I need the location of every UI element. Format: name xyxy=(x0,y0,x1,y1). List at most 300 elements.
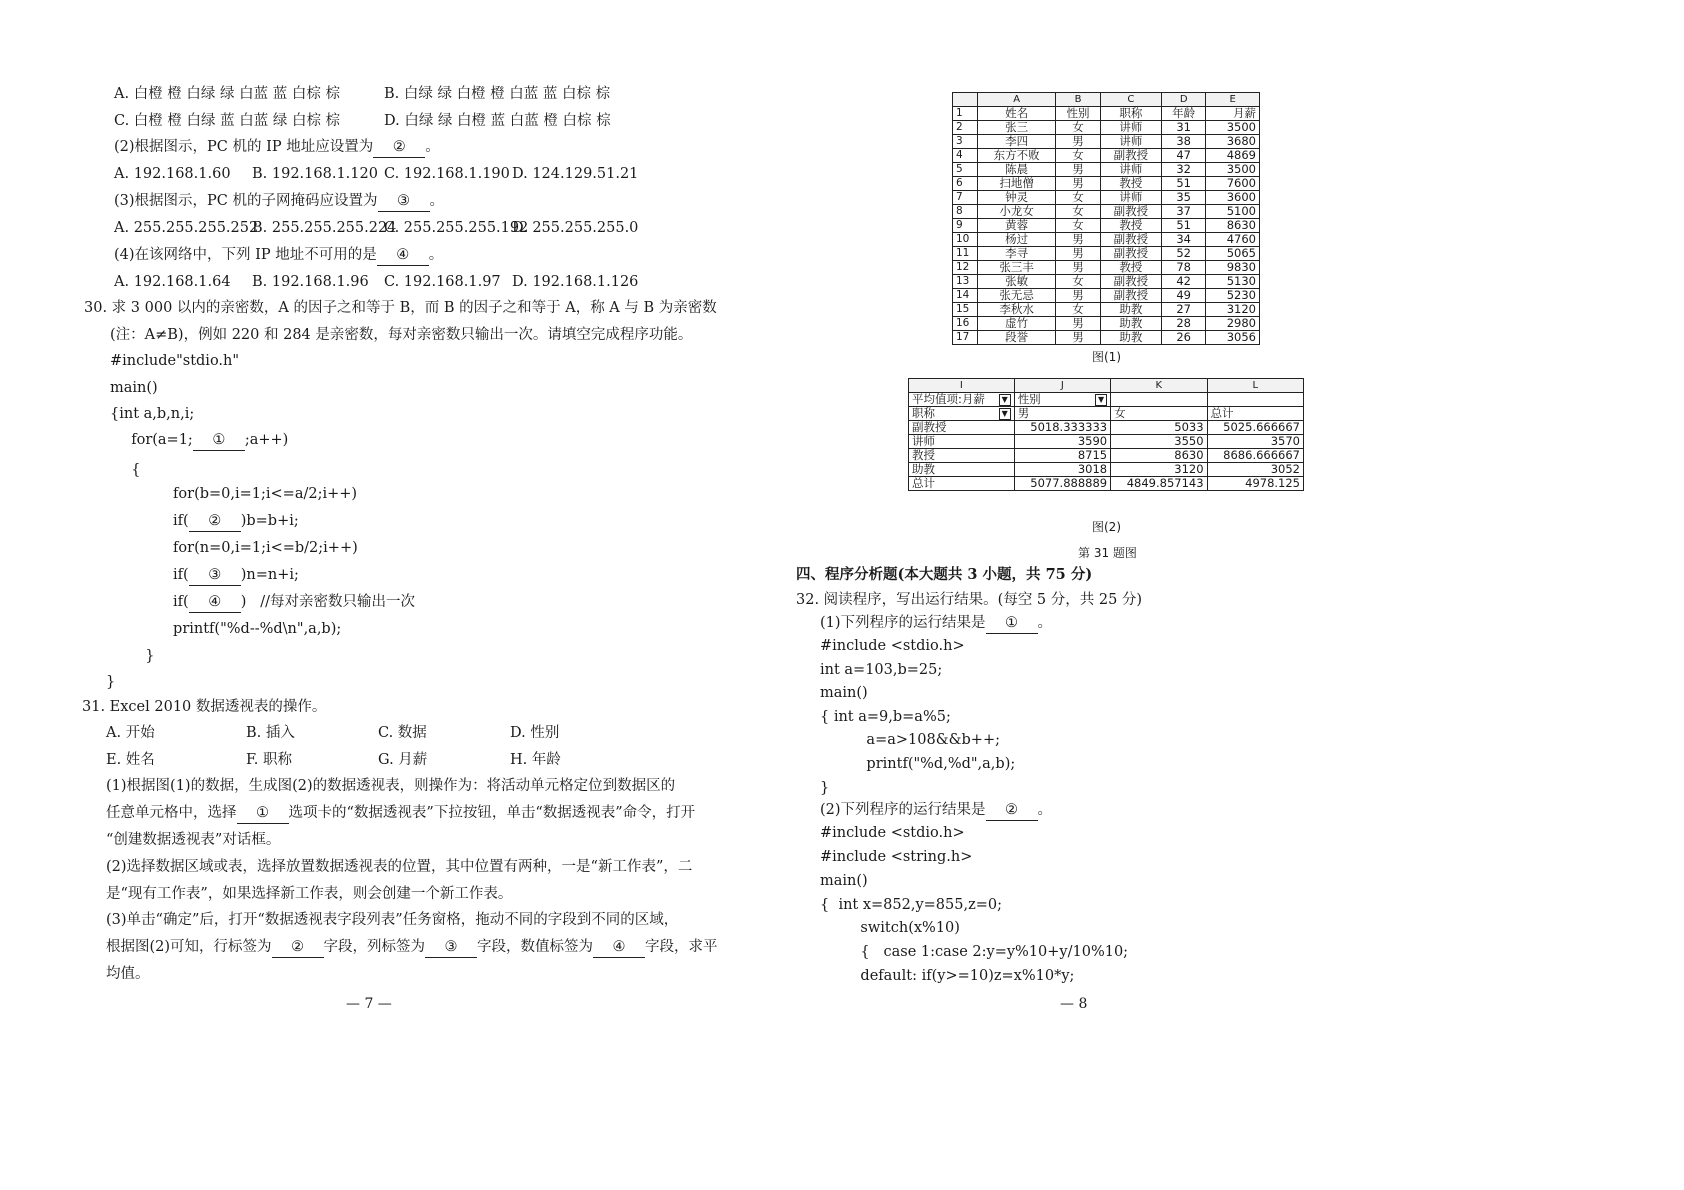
q31-p1-line2 xyxy=(106,803,695,824)
column-header-row xyxy=(953,93,1260,107)
table-cell: 5100 xyxy=(1206,205,1260,219)
q31-choice-a: A. 开始 xyxy=(106,725,155,741)
table-cell-text: 职称 xyxy=(912,406,935,420)
q29-option-d: D. 白绿 绿 白橙 蓝 白蓝 橙 白棕 棕 xyxy=(384,113,611,129)
code-line xyxy=(106,672,115,692)
table-cell: 31 xyxy=(1162,121,1206,135)
q29-option-b: B. 白绿 绿 白橙 橙 白蓝 蓝 白棕 棕 xyxy=(384,86,611,102)
q32-2-question xyxy=(820,800,1052,821)
table-cell xyxy=(909,407,1015,421)
q29-4-opt-c: C. 192.168.1.97 xyxy=(384,274,501,290)
table-row xyxy=(909,449,1304,463)
q31-p3-text-4: 字段，求平 xyxy=(645,939,718,955)
table-cell: 年龄 xyxy=(1162,107,1206,121)
table-cell-text: 男 xyxy=(1017,406,1030,420)
table-cell: 女 xyxy=(1056,219,1100,233)
table-cell xyxy=(1111,449,1207,463)
table-row xyxy=(953,107,1260,121)
page-number: — 8 xyxy=(1060,996,1088,1012)
table-cell-text: 女 xyxy=(1114,406,1126,420)
q29-2-opt-b: B. 192.168.1.120 xyxy=(252,166,378,182)
pivot-table xyxy=(908,378,1304,491)
table-cell: 杨过 xyxy=(978,233,1056,247)
row-number: 17 xyxy=(953,331,978,345)
code-text: main() xyxy=(110,380,158,396)
table-cell: 教授 xyxy=(1100,261,1161,275)
table-cell: 副教授 xyxy=(1100,275,1161,289)
table-row xyxy=(909,463,1304,477)
table-cell: 37 xyxy=(1162,205,1206,219)
code-text: #include"stdio.h" xyxy=(110,353,240,369)
answer-blank[interactable]: ③ xyxy=(425,937,477,958)
table-cell: 男 xyxy=(1056,261,1100,275)
table-cell: 李寻 xyxy=(978,247,1056,261)
table-cell-text: 3570 xyxy=(1270,434,1300,448)
table-cell: 2980 xyxy=(1206,317,1260,331)
table-cell xyxy=(1111,435,1207,449)
page-number: — 7 — xyxy=(346,996,392,1012)
table-cell: 张三 xyxy=(978,121,1056,135)
table-cell xyxy=(1111,407,1207,421)
table-cell: 李四 xyxy=(978,135,1056,149)
answer-blank[interactable]: ① xyxy=(986,613,1038,634)
table-cell: 小龙女 xyxy=(978,205,1056,219)
q31-p1-line1: (1)根据图(1)的数据，生成图(2)的数据透视表，则操作为：将活动单元格定位到数据区的 xyxy=(106,778,676,794)
table-cell: 讲师 xyxy=(1100,163,1161,177)
code-line: { case 1:case 2:y=y%10+y/10%10; xyxy=(842,944,1129,960)
table-cell: 教授 xyxy=(1100,219,1161,233)
code-text: for(n=0,i=1;i<=b/2;i++) xyxy=(150,540,358,556)
q31-p1-text: 任意单元格中，选择 xyxy=(106,805,237,821)
table-row xyxy=(953,331,1260,345)
q29-4-opt-d: D. 192.168.1.126 xyxy=(512,274,639,290)
table-cell-text: 总计 xyxy=(912,476,935,490)
table-row xyxy=(953,149,1260,163)
q31-p1-line3: “创建数据透视表”对话框。 xyxy=(106,832,281,848)
q29-4-opt-b: B. 192.168.1.96 xyxy=(252,274,369,290)
table-cell: 张无忌 xyxy=(978,289,1056,303)
table-cell-text: 8630 xyxy=(1174,448,1204,462)
q29-2-opt-c: C. 192.168.1.190 xyxy=(384,166,510,182)
table-row xyxy=(953,261,1260,275)
row-number: 2 xyxy=(953,121,978,135)
row-number: 3 xyxy=(953,135,978,149)
table-cell: 副教授 xyxy=(1100,205,1161,219)
filter-dropdown-icon[interactable]: ▼ xyxy=(999,394,1011,406)
code-line xyxy=(150,484,357,504)
code-line: printf("%d,%d",a,b); xyxy=(848,756,1016,772)
q31-choice-e: E. 姓名 xyxy=(106,752,155,768)
q31-title: 31. Excel 2010 数据透视表的操作。 xyxy=(82,699,327,715)
column-header-row xyxy=(909,379,1304,393)
code-line xyxy=(122,430,288,451)
table-cell: 性别 xyxy=(1056,107,1100,121)
pivot-header-row xyxy=(909,393,1304,407)
table-cell xyxy=(1014,393,1110,407)
table-cell: 7600 xyxy=(1206,177,1260,191)
code-text: printf("%d--%d\n",a,b); xyxy=(150,621,342,637)
q31-p1-text-2: 选项卡的“数据透视表”下拉按钮，单击“数据透视表”命令，打开 xyxy=(288,805,696,821)
table-cell: 4760 xyxy=(1206,233,1260,247)
code-line xyxy=(150,565,299,586)
code-text: ;a++) xyxy=(244,432,289,448)
table-row xyxy=(953,121,1260,135)
answer-blank[interactable]: ③ xyxy=(189,565,241,586)
table-cell-text: 8686.666667 xyxy=(1223,448,1300,462)
table-cell xyxy=(909,393,1015,407)
table-cell: 讲师 xyxy=(1100,135,1161,149)
q29-3-question xyxy=(114,191,444,212)
row-number: 8 xyxy=(953,205,978,219)
table-cell: 47 xyxy=(1162,149,1206,163)
table-cell-text: 平均值项:月薪 xyxy=(912,392,985,406)
table-cell: 女 xyxy=(1056,191,1100,205)
table-row xyxy=(953,135,1260,149)
column-header: L xyxy=(1207,379,1303,393)
table-cell: 4869 xyxy=(1206,149,1260,163)
table-cell: 副教授 xyxy=(1100,149,1161,163)
table-cell: 8630 xyxy=(1206,219,1260,233)
table-row xyxy=(953,163,1260,177)
answer-blank[interactable]: ② xyxy=(189,511,241,532)
table-cell: 月薪 xyxy=(1206,107,1260,121)
table-row xyxy=(953,233,1260,247)
table-cell: 3500 xyxy=(1206,163,1260,177)
code-line xyxy=(122,460,140,480)
section-heading: 四、程序分析题(本大题共 3 小题，共 75 分) xyxy=(796,566,1093,583)
table-row xyxy=(909,421,1304,435)
code-line xyxy=(110,404,194,424)
table-cell: 段誉 xyxy=(978,331,1056,345)
code-text: { xyxy=(122,462,141,478)
code-text: for(b=0,i=1;i<=a/2;i++) xyxy=(150,486,358,502)
column-header: B xyxy=(1056,93,1100,107)
row-number: 16 xyxy=(953,317,978,331)
row-number: 12 xyxy=(953,261,978,275)
q32-1-text: (1)下列程序的运行结果是 xyxy=(820,615,986,631)
table-row xyxy=(953,205,1260,219)
table-cell: 女 xyxy=(1056,275,1100,289)
table-cell: 副教授 xyxy=(1100,289,1161,303)
table-cell xyxy=(1207,435,1303,449)
q31-choice-b: B. 插入 xyxy=(246,725,295,741)
code-line xyxy=(150,619,341,639)
q31-p3-text-1: 根据图(2)可知，行标签为 xyxy=(106,939,272,955)
table-cell-text: 5033 xyxy=(1174,420,1204,434)
table-cell: 26 xyxy=(1162,331,1206,345)
table-cell-text: 副教授 xyxy=(912,420,947,434)
table-cell xyxy=(1207,407,1303,421)
table-cell: 5230 xyxy=(1206,289,1260,303)
table-cell xyxy=(1111,393,1207,407)
table-cell xyxy=(1014,449,1110,463)
row-number: 1 xyxy=(953,107,978,121)
table-cell xyxy=(1207,477,1303,491)
q31-p3-text-3: 字段，数值标签为 xyxy=(477,939,594,955)
table-cell xyxy=(909,421,1015,435)
table-cell: 陈晨 xyxy=(978,163,1056,177)
table-cell: 黄蓉 xyxy=(978,219,1056,233)
q31-p3-line3: 均值。 xyxy=(106,966,150,982)
table-cell: 5065 xyxy=(1206,247,1260,261)
table-cell: 姓名 xyxy=(978,107,1056,121)
excel-source-table xyxy=(952,92,1260,345)
table-cell: 讲师 xyxy=(1100,191,1161,205)
code-line: main() xyxy=(820,873,868,889)
table-cell: 男 xyxy=(1056,233,1100,247)
table-cell: 助教 xyxy=(1100,331,1161,345)
table-row xyxy=(953,219,1260,233)
table-cell: 男 xyxy=(1056,247,1100,261)
code-line xyxy=(150,538,358,558)
code-line: main() xyxy=(820,685,868,701)
table-cell xyxy=(909,463,1015,477)
q29-2-opt-d: D. 124.129.51.21 xyxy=(512,166,639,182)
table-cell xyxy=(909,435,1015,449)
q32-title: 32. 阅读程序，写出运行结果。(每空 5 分，共 25 分) xyxy=(796,592,1143,608)
q29-option-a: A. 白橙 橙 白绿 绿 白蓝 蓝 白棕 棕 xyxy=(114,86,340,102)
answer-blank[interactable]: ① xyxy=(193,430,245,451)
table-cell: 张敏 xyxy=(978,275,1056,289)
table-cell: 38 xyxy=(1162,135,1206,149)
q31-p2-line1: (2)选择数据区域或表，选择放置数据透视表的位置，其中位置有两种，一是“新工作表”，二 xyxy=(106,859,693,875)
q30-stem-1: 30. 求 3 000 以内的亲密数，A 的因子之和等于 B，而 B 的因子之和等于 A，称 A 与 B 为亲密数 xyxy=(84,300,717,316)
table-cell: 男 xyxy=(1056,163,1100,177)
code-line: { int x=852,y=855,z=0; xyxy=(820,897,1002,913)
row-number: 13 xyxy=(953,275,978,289)
row-number: 9 xyxy=(953,219,978,233)
code-line xyxy=(110,351,239,371)
table-cell: 34 xyxy=(1162,233,1206,247)
row-number: 4 xyxy=(953,149,978,163)
column-header: I xyxy=(909,379,1015,393)
table-cell: 51 xyxy=(1162,177,1206,191)
q31-p2-line2: 是“现有工作表”，如果选择新工作表，则会创建一个新工作表。 xyxy=(106,886,513,902)
answer-blank[interactable]: ② xyxy=(272,937,324,958)
table-cell: 35 xyxy=(1162,191,1206,205)
table-row xyxy=(953,247,1260,261)
code-text: if( xyxy=(150,594,189,610)
q31-choice-d: D. 性别 xyxy=(510,725,560,741)
table-cell: 副教授 xyxy=(1100,247,1161,261)
column-header: J xyxy=(1014,379,1110,393)
answer-blank[interactable]: ① xyxy=(237,803,289,824)
table-cell: 讲师 xyxy=(1100,121,1161,135)
table-cell-text: 5077.888889 xyxy=(1030,476,1108,490)
table-cell: 9830 xyxy=(1206,261,1260,275)
table-cell: 东方不败 xyxy=(978,149,1056,163)
code-text: {int a,b,n,i; xyxy=(110,406,195,422)
answer-blank[interactable]: ③ xyxy=(378,191,430,212)
column-header: D xyxy=(1162,93,1206,107)
table-cell: 女 xyxy=(1056,149,1100,163)
q32-2-text: (2)下列程序的运行结果是 xyxy=(820,802,986,818)
table-cell xyxy=(1014,421,1110,435)
code-line: { int a=9,b=a%5; xyxy=(820,709,951,725)
table-cell: 扫地僧 xyxy=(978,177,1056,191)
table-cell: 女 xyxy=(1056,303,1100,317)
table-cell-text: 讲师 xyxy=(912,434,935,448)
table-cell: 虚竹 xyxy=(978,317,1056,331)
table-cell xyxy=(1207,421,1303,435)
answer-blank[interactable]: ② xyxy=(373,137,425,158)
q29-3-text: (3)根据图示，PC 机的子网掩码应设置为 xyxy=(114,193,378,209)
row-number: 7 xyxy=(953,191,978,205)
table-cell-text: 助教 xyxy=(912,462,935,476)
table-cell: 27 xyxy=(1162,303,1206,317)
table-row xyxy=(909,435,1304,449)
table-cell: 助教 xyxy=(1100,317,1161,331)
q31-p3-line1: (3)单击“确定”后，打开“数据透视表字段列表”任务窗格，拖动不同的字段到不同的区域， xyxy=(106,912,679,928)
table-cell-text: 性别 xyxy=(1017,392,1041,406)
table-cell: 52 xyxy=(1162,247,1206,261)
table-row xyxy=(953,191,1260,205)
table-cell-text: 3052 xyxy=(1270,462,1300,476)
table-cell xyxy=(1014,477,1110,491)
table-row xyxy=(953,177,1260,191)
code-text: ) //每对亲密数只输出一次 xyxy=(240,594,415,610)
code-text: if( xyxy=(150,513,189,529)
q32-1-question xyxy=(820,613,1052,634)
column-header: C xyxy=(1100,93,1161,107)
code-line: #include <stdio.h> xyxy=(820,825,965,841)
code-text: )b=b+i; xyxy=(240,513,299,529)
row-number: 15 xyxy=(953,303,978,317)
q31-choice-g: G. 月薪 xyxy=(378,752,428,768)
table-cell xyxy=(909,449,1015,463)
table-cell: 教授 xyxy=(1100,177,1161,191)
table-cell xyxy=(1207,463,1303,477)
code-line: a=a>108&&b++; xyxy=(848,732,1000,748)
answer-blank[interactable]: ④ xyxy=(189,592,241,613)
figure-2-caption: 图(2) xyxy=(1092,520,1121,534)
table-cell: 职称 xyxy=(1100,107,1161,121)
table-cell: 男 xyxy=(1056,135,1100,149)
code-text: } xyxy=(136,648,155,664)
row-number: 10 xyxy=(953,233,978,247)
table-cell: 5130 xyxy=(1206,275,1260,289)
table-cell: 42 xyxy=(1162,275,1206,289)
column-header: K xyxy=(1111,379,1207,393)
table-cell: 3056 xyxy=(1206,331,1260,345)
table-cell: 3120 xyxy=(1206,303,1260,317)
table-row xyxy=(953,289,1260,303)
table-cell: 3500 xyxy=(1206,121,1260,135)
q31-p3-line2 xyxy=(106,937,718,958)
table-cell: 女 xyxy=(1056,205,1100,219)
q29-4-opt-a: A. 192.168.1.64 xyxy=(114,274,231,290)
q29-3-opt-b: B. 255.255.255.224 xyxy=(252,220,397,236)
table-cell: 3600 xyxy=(1206,191,1260,205)
q31-choice-c: C. 数据 xyxy=(378,725,427,741)
table-cell xyxy=(1207,393,1303,407)
right-page xyxy=(796,0,1684,1190)
answer-blank[interactable]: ④ xyxy=(593,937,645,958)
table-cell xyxy=(1014,463,1110,477)
column-header: A xyxy=(978,93,1056,107)
code-line xyxy=(150,511,299,532)
table-row xyxy=(953,317,1260,331)
q29-2-suffix: 。 xyxy=(425,139,440,155)
column-header: E xyxy=(1206,93,1260,107)
q32-2-suffix: 。 xyxy=(1037,802,1053,818)
q31-choice-f: F. 职称 xyxy=(246,752,293,768)
table-cell xyxy=(1111,463,1207,477)
answer-blank[interactable]: ④ xyxy=(377,245,429,266)
table-cell: 张三丰 xyxy=(978,261,1056,275)
table-cell: 49 xyxy=(1162,289,1206,303)
code-line: #include <stdio.h> xyxy=(820,638,965,654)
code-text: if( xyxy=(150,567,189,583)
code-line: switch(x%10) xyxy=(842,920,960,936)
table-cell: 男 xyxy=(1056,177,1100,191)
table-cell xyxy=(1014,435,1110,449)
answer-blank[interactable]: ② xyxy=(986,800,1038,821)
q30-stem-2: (注：A≠B)，例如 220 和 284 是亲密数，每对亲密数只输出一次。请填空完成程序功能。 xyxy=(110,327,693,343)
table-cell xyxy=(1207,449,1303,463)
table-cell xyxy=(1014,407,1110,421)
table-cell: 男 xyxy=(1056,317,1100,331)
pivot-header-row xyxy=(909,407,1304,421)
table-row xyxy=(909,477,1304,491)
figure-1-caption: 图(1) xyxy=(1092,350,1121,364)
table-cell: 助教 xyxy=(1100,303,1161,317)
code-line: int a=103,b=25; xyxy=(820,662,943,678)
table-cell-text: 4849.857143 xyxy=(1126,476,1204,490)
q29-3-suffix: 。 xyxy=(429,193,444,209)
q29-2-question xyxy=(114,137,440,158)
table-cell xyxy=(909,477,1015,491)
q31-choice-h: H. 年龄 xyxy=(510,752,561,768)
code-text: )n=n+i; xyxy=(240,567,299,583)
table-cell: 男 xyxy=(1056,331,1100,345)
table-cell: 副教授 xyxy=(1100,233,1161,247)
q29-3-opt-a: A. 255.255.255.252 xyxy=(114,220,259,236)
table-cell: 李秋水 xyxy=(978,303,1056,317)
table-row xyxy=(953,275,1260,289)
code-line: } xyxy=(820,780,830,796)
row-number: 5 xyxy=(953,163,978,177)
table-cell-text: 4978.125 xyxy=(1245,476,1300,490)
row-number: 11 xyxy=(953,247,978,261)
filter-dropdown-icon[interactable]: ▼ xyxy=(999,408,1011,420)
table-row xyxy=(953,303,1260,317)
code-line xyxy=(150,592,415,613)
q29-3-opt-d: D. 255.255.255.0 xyxy=(512,220,639,236)
table-cell-text: 5025.666667 xyxy=(1223,420,1300,434)
table-cell: 78 xyxy=(1162,261,1206,275)
table-cell: 女 xyxy=(1056,121,1100,135)
q32-1-suffix: 。 xyxy=(1037,615,1053,631)
table-cell-text: 3018 xyxy=(1077,462,1108,476)
figure-group-caption: 第 31 题图 xyxy=(1078,546,1137,560)
q29-3-opt-c: C. 255.255.255.192 xyxy=(384,220,529,236)
table-cell: 28 xyxy=(1162,317,1206,331)
q29-4-text: (4)在该网络中，下列 IP 地址不可用的是 xyxy=(114,247,377,263)
table-cell-text: 3550 xyxy=(1174,434,1204,448)
table-cell: 男 xyxy=(1056,289,1100,303)
code-line xyxy=(136,646,154,666)
code-line: default: if(y>=10)z=x%10*y; xyxy=(842,968,1075,984)
filter-dropdown-icon[interactable]: ▼ xyxy=(1095,394,1107,406)
q29-option-c: C. 白橙 橙 白绿 蓝 白蓝 绿 白棕 棕 xyxy=(114,113,341,129)
table-cell xyxy=(1111,421,1207,435)
table-cell-text: 3120 xyxy=(1174,462,1204,476)
table-cell-text: 8715 xyxy=(1077,448,1108,462)
table-cell: 钟灵 xyxy=(978,191,1056,205)
q31-p3-text-2: 字段，列标签为 xyxy=(323,939,426,955)
corner-cell xyxy=(953,93,978,107)
